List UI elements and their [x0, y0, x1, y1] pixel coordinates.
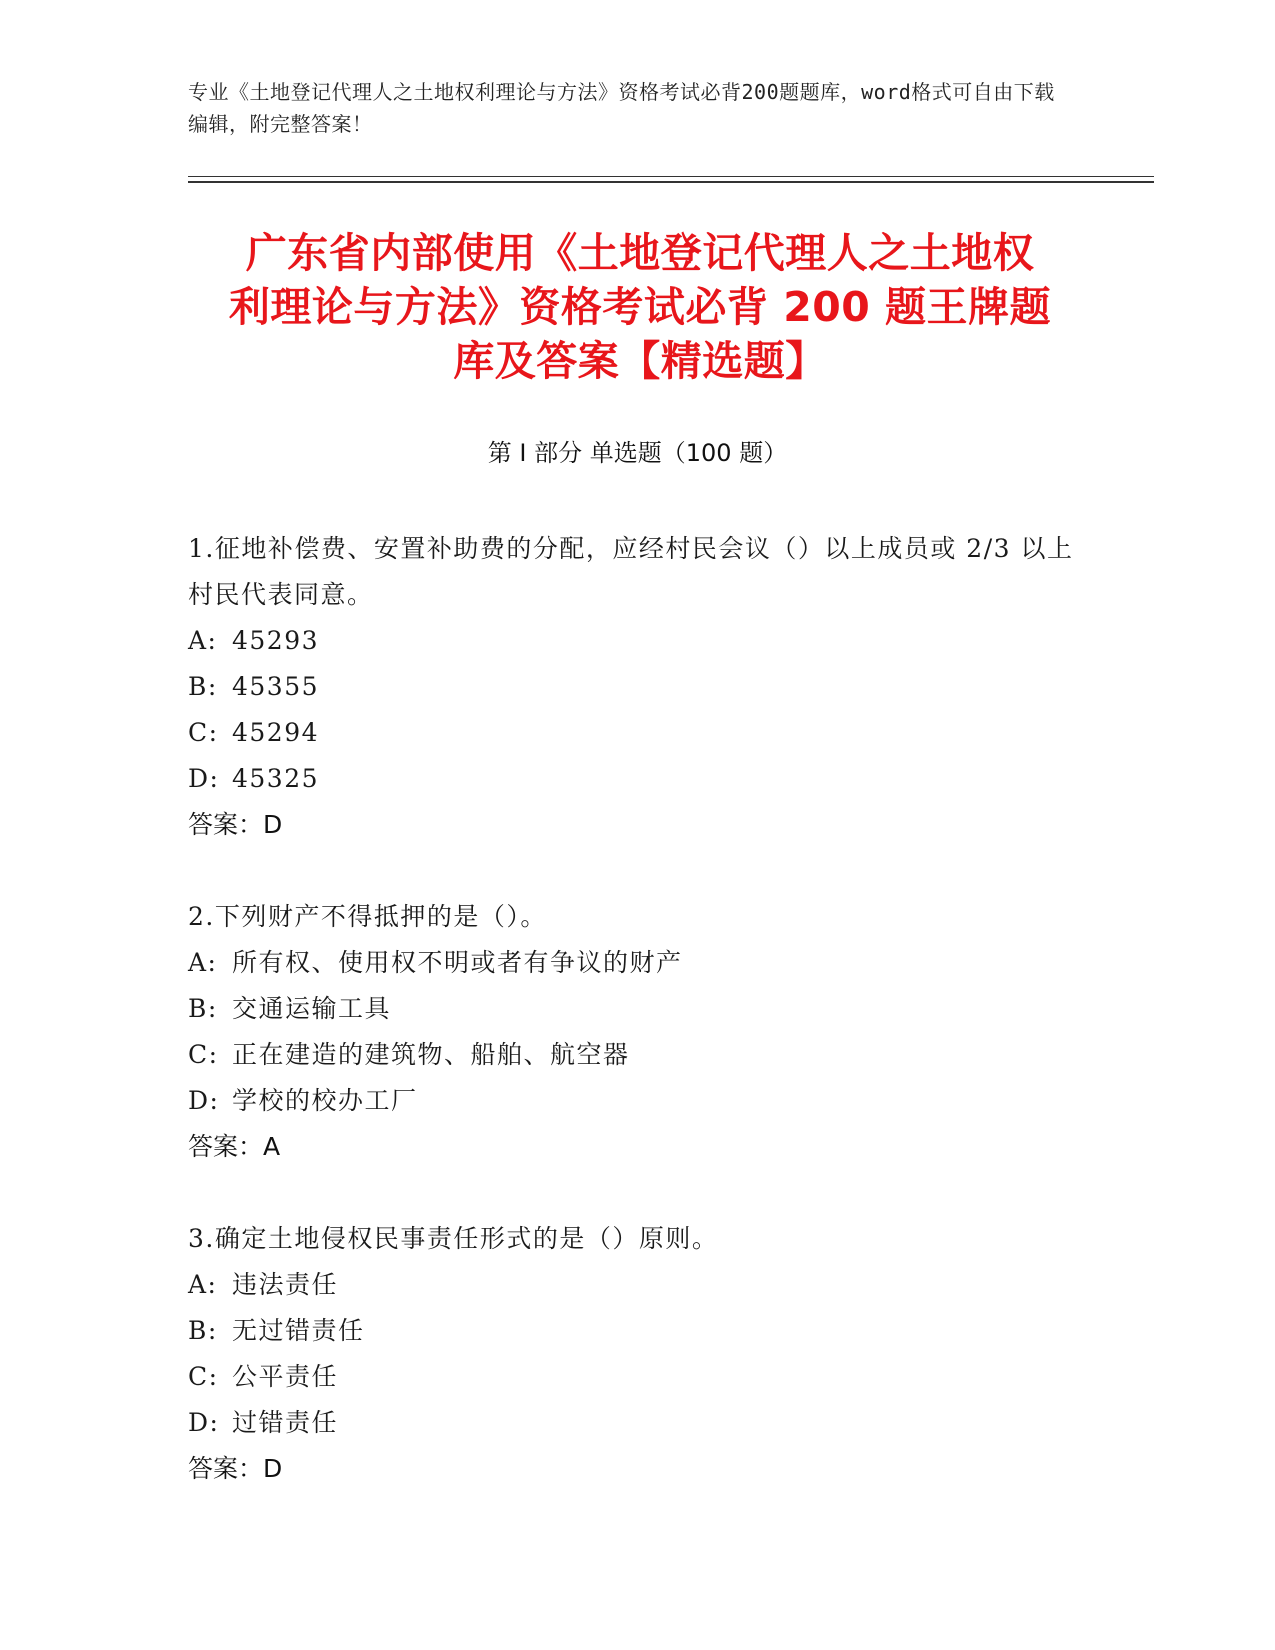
answer-line: 答案：D — [188, 1454, 283, 1483]
question-stem: 2.下列财产不得抵押的是（）。 — [188, 902, 547, 931]
option-d — [188, 756, 1088, 802]
option-key: A: — [188, 1270, 218, 1299]
question-2 — [188, 894, 1088, 1170]
option-b — [188, 986, 1088, 1032]
option-key: B: — [188, 994, 218, 1023]
option-c — [188, 1032, 1088, 1078]
question-3 — [188, 1216, 1088, 1492]
question-stem: 1.征地补偿费、安置补助费的分配，应经村民会议（）以上成员或 2/3 以上村民代表同意。 — [188, 534, 1074, 609]
question-list — [188, 526, 1088, 1538]
option-text: 45294 — [232, 718, 320, 747]
option-key: D: — [188, 1408, 220, 1437]
option-a — [188, 940, 1088, 986]
option-c — [188, 710, 1088, 756]
option-key: C: — [188, 1362, 219, 1391]
option-text: 所有权、使用权不明或者有争议的财产 — [232, 948, 683, 977]
header-divider-thick — [188, 181, 1154, 183]
title-line-3: 库及答案【精选题】 — [453, 337, 827, 385]
title-line-1: 广东省内部使用《土地登记代理人之土地权 — [245, 229, 1035, 277]
option-text: 违法责任 — [232, 1270, 339, 1299]
option-text: 45355 — [232, 672, 320, 701]
question-stem: 3.确定土地侵权民事责任形式的是（）原则。 — [188, 1224, 719, 1253]
section-title: 第 I 部分 单选题（100 题） — [487, 439, 788, 467]
option-text: 交通运输工具 — [232, 994, 392, 1023]
option-key: B: — [188, 672, 218, 701]
option-a — [188, 1262, 1088, 1308]
option-text: 过错责任 — [232, 1408, 339, 1437]
title-line-2: 利理论与方法》资格考试必背 200 题王牌题 — [228, 283, 1052, 331]
option-text: 45293 — [232, 626, 320, 655]
option-text: 无过错责任 — [232, 1316, 365, 1345]
option-b — [188, 664, 1088, 710]
option-d — [188, 1400, 1088, 1446]
answer-line: 答案：D — [188, 810, 283, 839]
answer-line: 答案：A — [188, 1132, 281, 1161]
option-key: D: — [188, 1086, 220, 1115]
option-c — [188, 1354, 1088, 1400]
header-note: 专业《土地登记代理人之土地权利理论与方法》资格考试必背200题题库，word格式可自由下载编辑，附完整答案！ — [188, 80, 1055, 136]
option-text: 学校的校办工厂 — [232, 1086, 418, 1115]
option-key: D: — [188, 764, 220, 793]
option-d — [188, 1078, 1088, 1124]
header-divider-thin — [188, 176, 1154, 177]
option-key: A: — [188, 626, 218, 655]
question-1 — [188, 526, 1088, 848]
option-key: A: — [188, 948, 218, 977]
option-text: 公平责任 — [232, 1362, 339, 1391]
document-title — [160, 226, 1120, 388]
option-key: C: — [188, 718, 219, 747]
option-text: 45325 — [232, 764, 320, 793]
option-a — [188, 618, 1088, 664]
option-key: C: — [188, 1040, 219, 1069]
option-b — [188, 1308, 1088, 1354]
option-key: B: — [188, 1316, 218, 1345]
option-text: 正在建造的建筑物、船舶、航空器 — [232, 1040, 630, 1069]
